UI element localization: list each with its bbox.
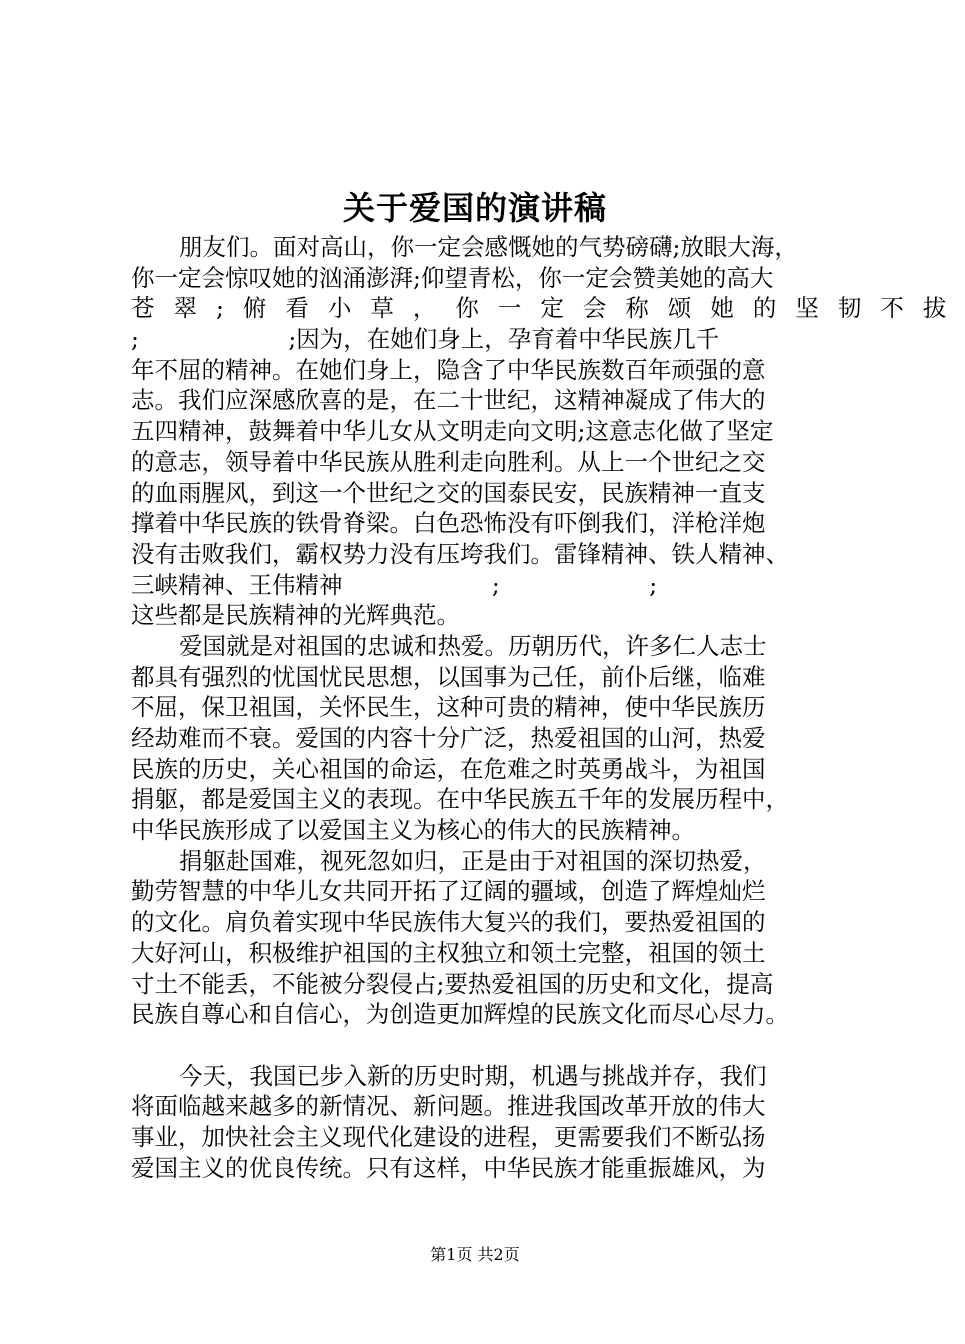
text-line: 年不屈的精神。在她们身上，隐含了中华民族数百年顽强的意 xyxy=(131,355,766,384)
text-line: 捐躯赴国难，视死忽如归，正是由于对祖国的深切热爱， xyxy=(179,846,767,875)
text-line: 事业，加快社会主义现代化建设的进程，更需要我们不断弘扬 xyxy=(131,1122,766,1151)
text-line: 捐躯，都是爱国主义的表现。在中华民族五千年的发展历程中， xyxy=(131,785,789,814)
text-line: 寸土不能丢，不能被分裂侵占;要热爱祖国的历史和文化，提高 xyxy=(131,969,774,998)
text-line: 将面临越来越多的新情况、新问题。推进我国改革开放的伟大 xyxy=(131,1092,766,1121)
text-line: 的意志，领导着中华民族从胜利走向胜利。从上一个世纪之交 xyxy=(131,447,766,476)
page-footer: 第1页 共2页 xyxy=(430,1245,520,1264)
text-line: 苍翠;俯看小草，你一定会称颂她的坚韧不拔 xyxy=(131,294,965,323)
text-line: 这些都是民族精神的光辉典范。 xyxy=(131,601,460,630)
text-line: 爱国主义的优良传统。只有这样，中华民族才能重振雄风，为 xyxy=(131,1153,766,1182)
text-line: 勤劳智慧的中华儿女共同开拓了辽阔的疆域，创造了辉煌灿烂 xyxy=(131,877,766,906)
text-line: 的血雨腥风，到这一个世纪之交的国泰民安，民族精神一直支 xyxy=(131,478,766,507)
text-line: 中华民族形成了以爱国主义为核心的伟大的民族精神。 xyxy=(131,816,695,845)
text-line: 你一定会惊叹她的汹涌澎湃;仰望青松，你一定会赞美她的高大 xyxy=(131,263,774,292)
text-line: 五四精神，鼓舞着中华儿女从文明走向文明;这意志化做了坚定 xyxy=(131,417,774,446)
text-line: 三峡精神、王伟精神 ; ; xyxy=(131,570,658,599)
document-body xyxy=(131,232,965,1183)
text-line: 民族的历史，关心祖国的命运，在危难之时英勇战斗，为祖国 xyxy=(131,754,766,783)
text-line: ; ;因为，在她们身上，孕育着中华民族几千 xyxy=(131,325,720,354)
text-line: 没有击败我们，霸权势力没有压垮我们。雷锋精神、铁人精神、 xyxy=(131,539,789,568)
text-line: 朋友们。面对高山，你一定会感慨她的气势磅礴;放眼大海， xyxy=(179,233,798,261)
text-line: 经劫难而不衰。爱国的内容十分广泛，热爱祖国的山河，热爱 xyxy=(131,724,766,752)
text-line: 民族自尊心和自信心，为创造更加辉煌的民族文化而尽心尽力。 xyxy=(131,1000,789,1029)
blank-line xyxy=(131,1030,843,1061)
text-line: 不屈，保卫祖国，关怀民生，这种可贵的精神，使中华民族历 xyxy=(131,693,766,722)
page-title: 关于爱国的演讲稿 xyxy=(342,189,607,227)
text-line: 大好河山，积极维护祖国的主权独立和领土完整，祖国的领土 xyxy=(131,938,766,967)
text-line: 爱国就是对祖国的忠诚和热爱。历朝历代，许多仁人志士 xyxy=(179,631,767,660)
text-line: 今天，我国已步入新的历史时期，机遇与挑战并存，我们 xyxy=(179,1061,767,1090)
text-line: 的文化。肩负着实现中华民族伟大复兴的我们，要热爱祖国的 xyxy=(131,908,766,937)
text-line: 志。我们应深感欣喜的是，在二十世纪，这精神凝成了伟大的 xyxy=(131,386,766,415)
text-line: 撑着中华民族的铁骨脊梁。白色恐怖没有吓倒我们，洋枪洋炮 xyxy=(131,509,766,538)
text-line: 都具有强烈的忧国忧民思想，以国事为己任，前仆后继，临难 xyxy=(131,662,766,691)
